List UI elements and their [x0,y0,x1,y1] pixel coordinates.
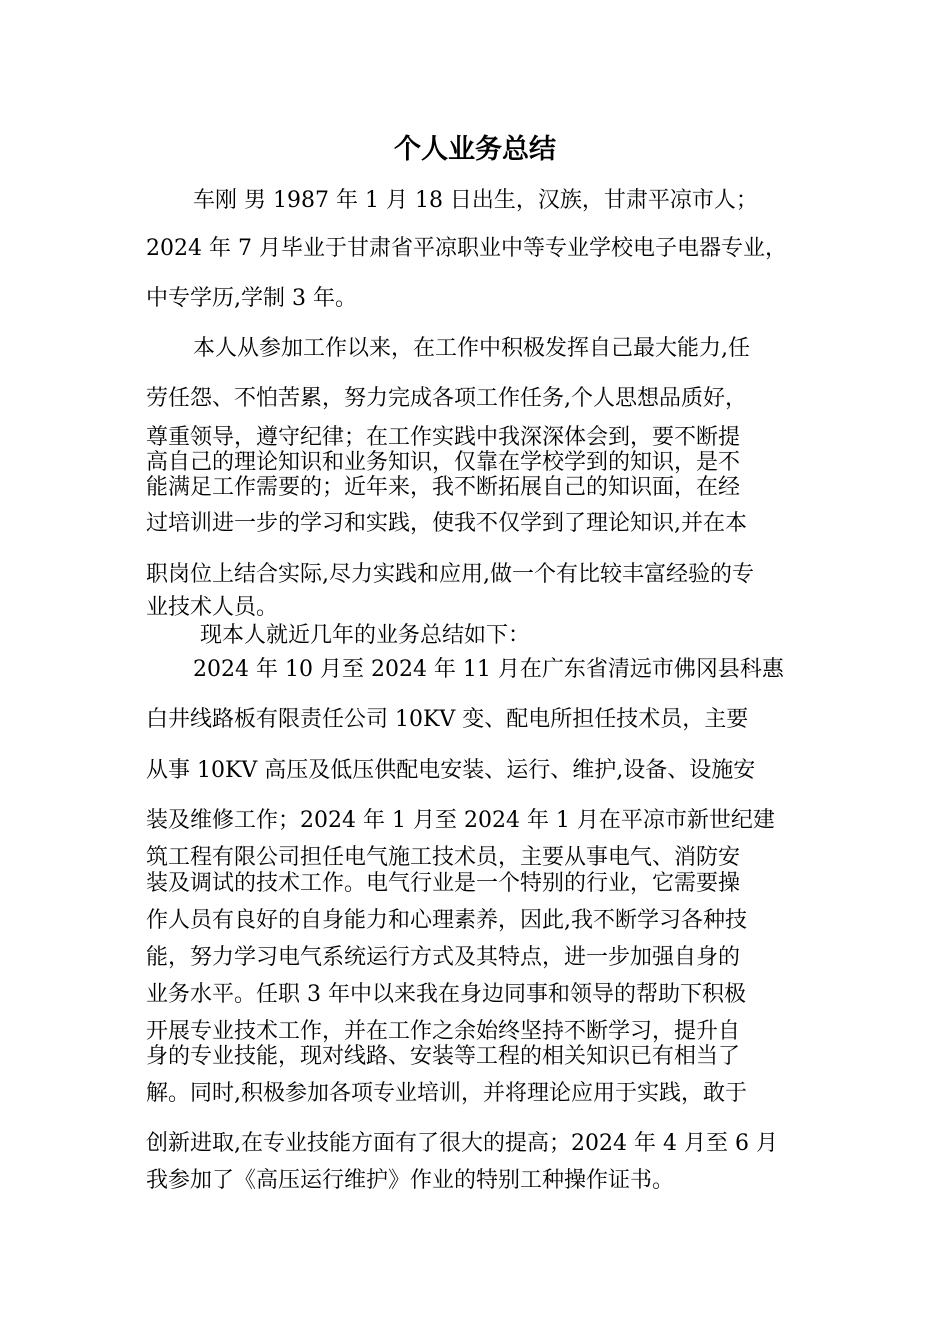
text-line: 业务水平。任职 3 年中以来我在身边同事和领导的帮助下积极 [146,982,746,1007]
text-line: 我参加了《高压运行维护》作业的特别工种操作证书。 [146,1168,675,1193]
text-line: 劳任怨、不怕苦累，努力完成各项工作任务,个人思想品质好， [146,386,747,411]
text-line: 2024 年 10 月至 2024 年 11 月在广东省清远市佛冈县科惠 [193,657,784,682]
text-line: 能，努力学习电气系统运行方式及其特点，进一步加强自身的 [146,945,741,970]
document-title: 个人业务总结 [394,134,556,165]
text-line: 能满足工作需要的；近年来，我不断拓展自己的知识面，在经 [146,475,741,500]
text-line: 白井线路板有限责任公司 10KV 变、配电所担任技术员，主要 [146,707,749,732]
text-line: 筑工程有限公司担任电气施工技术员，主要从事电气、消防安 [146,845,741,870]
text-line: 业技术人员。 [146,595,279,620]
text-line: 身的专业技能，现对线路、安装等工程的相关知识已有相当了 [146,1044,741,1069]
text-line: 职岗位上结合实际,尽力实践和应用,做一个有比较丰富经验的专 [146,562,754,587]
text-line: 尊重领导，遵守纪律；在工作实践中我深深体会到，要不断提 [146,425,741,450]
text-line: 本人从参加工作以来，在工作中积极发挥自己最大能力,任 [193,336,750,361]
text-line: 装及调试的技术工作。电气行业是一个特别的行业，它需要操 [146,871,741,896]
text-line: 高自己的理论知识和业务知识，仅靠在学校学到的知识，是不 [146,450,741,475]
text-line: 车刚 男 1987 年 1 月 18 日出生，汉族，甘肃平凉市人； [193,188,758,213]
text-line: 现本人就近几年的业务总结如下： [200,623,531,648]
text-line: 开展专业技术工作，并在工作之余始终坚持不断学习，提升自 [146,1019,741,1044]
text-line: 解。同时,积极参加各项专业培训，并将理论应用于实践，敢于 [146,1081,747,1106]
text-line: 过培训进一步的学习和实践，使我不仅学到了理论知识,并在本 [146,511,747,536]
text-line: 装及维修工作；2024 年 1 月至 2024 年 1 月在平凉市新世纪建 [146,808,775,833]
text-line: 2024 年 7 月毕业于甘肃省平凉职业中等专业学校电子电器专业， [146,236,787,261]
text-line: 创新进取,在专业技能方面有了很大的提高；2024 年 4 月至 6 月 [146,1131,778,1156]
text-line: 作人员有良好的自身能力和心理素养，因此,我不断学习各种技 [146,908,747,933]
text-line: 从事 10KV 高压及低压供配电安装、运行、维护,设备、设施安 [146,758,756,783]
text-line: 中专学历,学制 3 年。 [146,286,357,311]
